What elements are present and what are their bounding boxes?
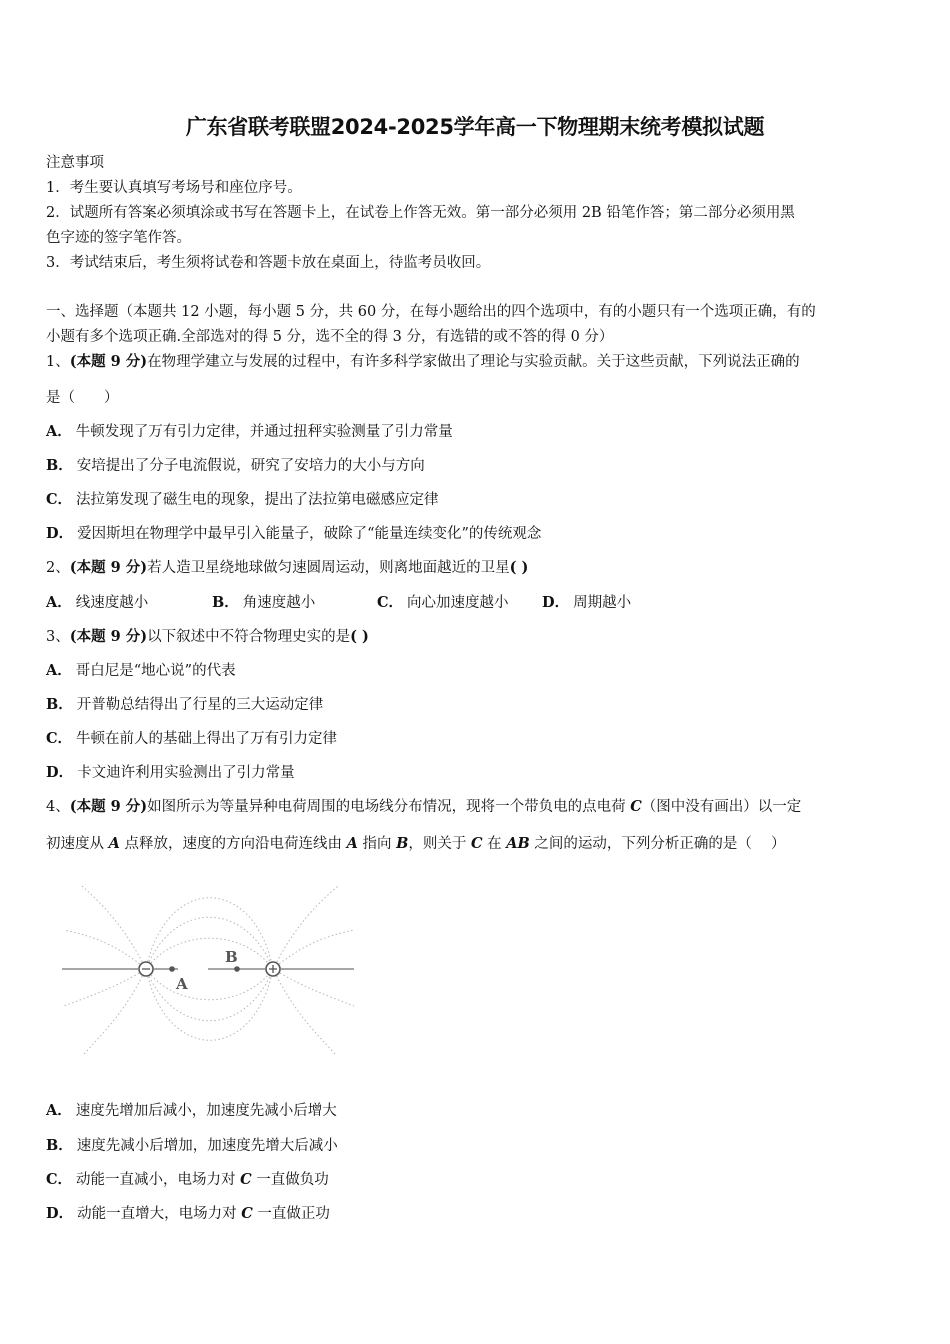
q4-option-c <box>46 1170 908 1190</box>
q2-option-a <box>46 593 148 613</box>
option-label: C． <box>46 1171 73 1188</box>
question-text: 之间的运动，下列分析正确的是（ ） <box>529 836 786 852</box>
electric-field-diagram <box>58 878 358 1064</box>
label-b: B <box>225 948 238 966</box>
option-label: C． <box>377 594 404 611</box>
option-text: 向心加速度越小 <box>407 595 509 611</box>
option-text: 速度先减小后增加，加速度先增大后减小 <box>76 1138 338 1154</box>
option-text: 哥白尼是“地心说”的代表 <box>75 663 236 679</box>
option-text: 法拉第发现了磁生电的现象，提出了法拉第电磁感应定律 <box>76 492 439 508</box>
option-label: D． <box>46 764 74 781</box>
answer-paren: ( ) <box>509 559 529 576</box>
option-text: 卡文迪许利用实验测出了引力常量 <box>77 765 295 781</box>
page-title: 广东省联考联盟2024-2025学年高一下物理期末统考模拟试题 <box>185 115 765 139</box>
option-label: A． <box>46 1102 72 1119</box>
q3-option-d <box>46 763 908 783</box>
option-text: 动能一直增大，电场力对 <box>77 1206 242 1222</box>
option-label: D． <box>542 594 570 611</box>
var-ab: AB <box>506 835 530 852</box>
question-number: 4、 <box>46 799 70 815</box>
question-text: 指向 <box>357 836 397 852</box>
var-c: C <box>241 1205 253 1222</box>
var-c: C <box>470 835 483 852</box>
q4-option-d <box>46 1204 908 1224</box>
option-text: 牛顿在前人的基础上得出了万有引力定律 <box>76 731 338 747</box>
question-4-stem-cont <box>46 834 908 854</box>
q3-option-b <box>46 695 908 715</box>
point-a <box>169 966 175 972</box>
question-score: (本题 9 分) <box>69 559 148 576</box>
q2-option-d <box>542 593 631 613</box>
q3-option-a <box>46 661 908 681</box>
option-label: C． <box>46 730 73 747</box>
label-a: A <box>176 975 188 993</box>
point-b <box>234 966 240 972</box>
var-c: C <box>240 1171 252 1188</box>
option-label: A． <box>46 594 72 611</box>
option-text: 角速度越小 <box>242 595 316 611</box>
option-label: A． <box>46 662 72 679</box>
q1-option-b <box>46 456 908 476</box>
option-label: B． <box>46 696 73 713</box>
question-1-stem-cont: 是（ ） <box>46 390 119 406</box>
q4-option-b <box>46 1136 908 1156</box>
q2-option-b <box>212 593 315 613</box>
question-score: (本题 9 分) <box>69 798 148 815</box>
option-text: 安培提出了分子电流假说，研究了安培力的大小与方向 <box>76 458 425 474</box>
option-text: 牛顿发现了万有引力定律，并通过扭秤实验测量了引力常量 <box>75 424 453 440</box>
option-text: 开普勒总结得出了行星的三大运动定律 <box>76 697 324 713</box>
question-text: （图中没有画出）以一定 <box>641 799 802 815</box>
question-number: 1、 <box>46 354 70 370</box>
section-heading-cont: 小题有多个选项正确.全部选对的得 5 分，选不全的得 3 分，有选错的或不答的得 0 分） <box>46 329 614 345</box>
option-label: B． <box>46 1137 73 1154</box>
notice-heading: 注意事项 <box>46 155 104 171</box>
var-a: A <box>346 835 358 852</box>
q3-option-c <box>46 729 908 749</box>
notice-item: 色字迹的签字笔作答。 <box>46 230 191 246</box>
option-label: D． <box>46 1205 74 1222</box>
option-text: 一直做正功 <box>252 1206 330 1222</box>
option-text: 一直做负功 <box>251 1172 329 1188</box>
question-score: (本题 9 分) <box>69 628 148 645</box>
question-text: ，则关于 <box>408 836 471 852</box>
option-text: 线速度越小 <box>75 595 149 611</box>
question-text: 在物理学建立与发展的过程中，有许多科学家做出了理论与实验贡献。关于这些贡献，下列说法正确的 <box>147 354 800 370</box>
answer-paren: ( ) <box>350 628 369 645</box>
question-3-stem <box>46 627 908 647</box>
q1-option-d <box>46 524 908 544</box>
question-text: 在 <box>482 836 507 852</box>
question-text: 初速度从 <box>46 836 109 852</box>
option-text: 爱因斯坦在物理学中最早引入能量子，破除了“能量连续变化”的传统观念 <box>77 526 542 542</box>
question-text: 如图所示为等量异种电荷周围的电场线分布情况，现将一个带负电的点电荷 <box>147 799 631 815</box>
field-lines <box>64 886 354 1054</box>
q1-option-c <box>46 490 908 510</box>
question-text: 点释放，速度的方向沿电荷连线由 <box>119 836 347 852</box>
question-score: (本题 9 分) <box>69 353 148 370</box>
var-c: C <box>630 798 642 815</box>
option-label: C． <box>46 491 73 508</box>
question-number: 2、 <box>46 560 70 576</box>
option-label: B． <box>212 594 239 611</box>
var-b: B <box>396 835 409 852</box>
option-text: 速度先增加后减小，加速度先减小后增大 <box>75 1103 337 1119</box>
option-text: 动能一直减小，电场力对 <box>76 1172 241 1188</box>
q1-option-a <box>46 422 908 442</box>
notice-item: 1．考生要认真填写考场号和座位序号。 <box>46 180 302 196</box>
var-a: A <box>108 835 120 852</box>
notice-item: 2．试题所有答案必须填涂或书写在答题卡上，在试卷上作答无效。第一部分必须用 2B 铅笔作答；第二部分必须用黑 <box>46 205 795 221</box>
question-text: 以下叙述中不符合物理史实的是 <box>147 629 351 645</box>
question-2-stem <box>46 558 908 578</box>
option-text: 周期越小 <box>573 595 632 611</box>
section-heading: 一、选择题（本题共 12 小题，每小题 5 分，共 60 分，在每小题给出的四个选项中，有的小题只有一个选项正确，有的 <box>46 304 816 320</box>
q2-option-c <box>377 593 509 613</box>
q4-option-a <box>46 1101 908 1121</box>
question-number: 3、 <box>46 629 70 645</box>
option-label: D． <box>46 525 74 542</box>
question-text: 若人造卫星绕地球做匀速圆周运动，则离地面越近的卫星 <box>147 560 510 576</box>
notice-item: 3．考试结束后，考生须将试卷和答题卡放在桌面上，待监考员收回。 <box>46 255 491 271</box>
question-4-stem <box>46 797 908 817</box>
option-label: A． <box>46 423 72 440</box>
question-1-stem <box>46 352 908 372</box>
option-label: B． <box>46 457 73 474</box>
